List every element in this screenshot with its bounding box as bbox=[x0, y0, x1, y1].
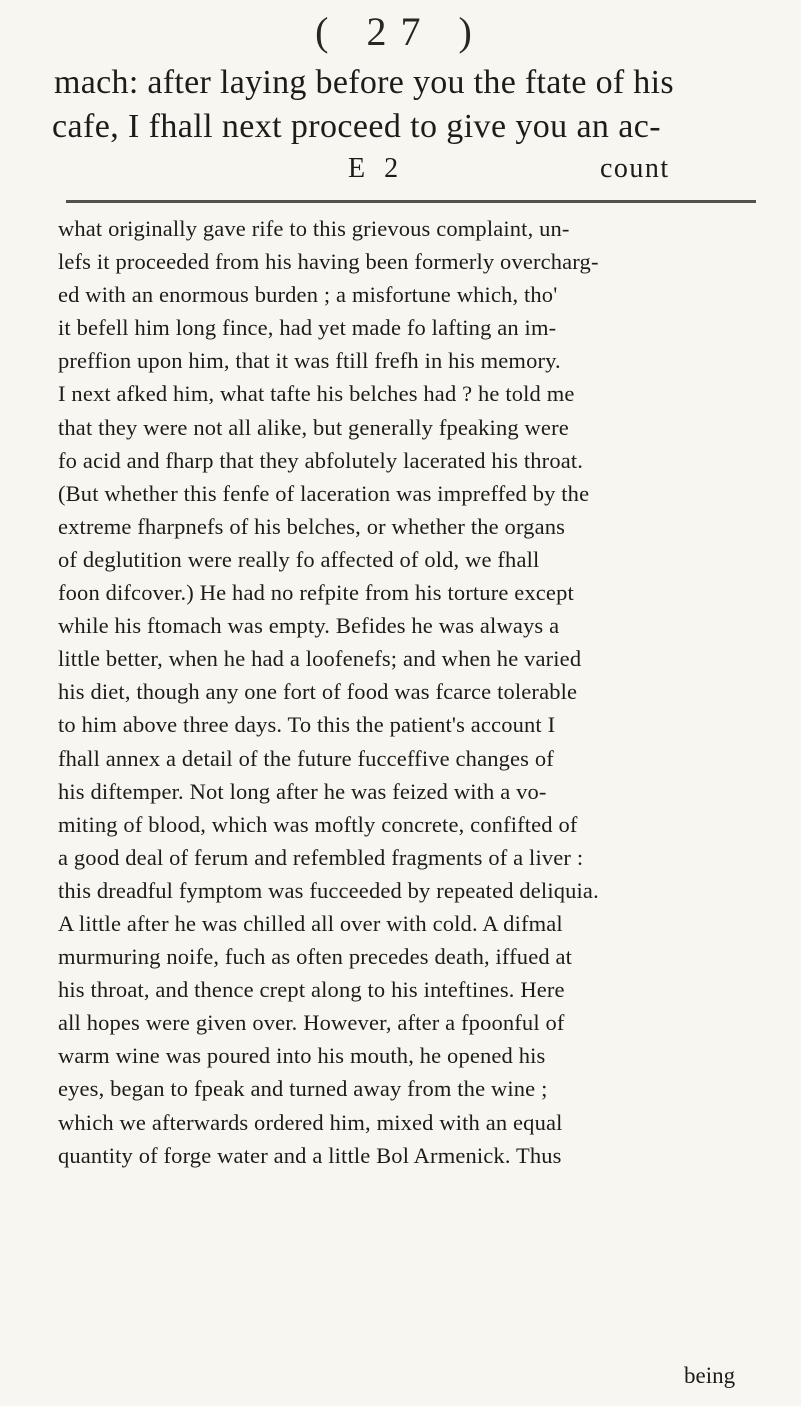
body-line: all hopes were given over. However, after a fpoonful of bbox=[58, 1010, 565, 1036]
page-number: ( 27 ) bbox=[315, 9, 486, 54]
body-line: a good deal of ferum and refembled fragments of a liver : bbox=[58, 844, 584, 870]
body-line: lefs it proceeded from his having been formerly overcharg- bbox=[58, 249, 599, 275]
body-line: it befell him long fince, had yet made fo lafting an im- bbox=[58, 315, 557, 341]
header-line-2: cafe, I fhall next proceed to give you an ac- bbox=[52, 108, 661, 145]
header-line-1: mach: after laying before you the ftate of his bbox=[54, 64, 674, 101]
body-line: foon difcover.) He had no refpite from his torture except bbox=[58, 580, 574, 606]
body-line: fo acid and fharp that they abfolutely lacerated his throat. bbox=[58, 447, 584, 473]
body-line: his diet, though any one fort of food was fcarce tolerable bbox=[58, 679, 578, 705]
body-line: that they were not all alike, but generally fpeaking were bbox=[58, 414, 569, 440]
body-line: fhall annex a detail of the future fucceffive changes of bbox=[58, 745, 554, 771]
body-line: quantity of forge water and a little Bol Armenick. Thus bbox=[58, 1142, 562, 1168]
body-line: (But whether this fenfe of laceration was impreffed by the bbox=[58, 480, 590, 506]
signature-row bbox=[0, 153, 801, 197]
body-line: murmuring noife, fuch as often precedes death, iffued at bbox=[58, 944, 573, 970]
body-line: extreme fharpnefs of his belches, or whether the organs bbox=[58, 513, 566, 539]
body-text bbox=[58, 212, 758, 1172]
body-line: preffion upon him, that it was ftill frefh in his memory. bbox=[58, 348, 561, 374]
body-line: A little after he was chilled all over with cold. A difmal bbox=[58, 910, 563, 936]
body-line: miting of blood, which was moftly concrete, confifted of bbox=[58, 811, 578, 837]
body-line: what originally gave rife to this grievous complaint, un- bbox=[58, 216, 570, 241]
body-line: this dreadful fymptom was fucceeded by repeated deliquia. bbox=[58, 877, 599, 903]
body-line: warm wine was poured into his mouth, he opened his bbox=[58, 1043, 546, 1069]
catchword-bottom: being bbox=[684, 1363, 736, 1388]
body-line: I next afked him, what tafte his belches had ? he told me bbox=[58, 381, 575, 407]
body-line: of deglutition were really fo affected of old, we fhall bbox=[58, 546, 540, 572]
body-line: to him above three days. To this the patient's account I bbox=[58, 712, 556, 738]
body-line: his diftemper. Not long after he was feized with a vo- bbox=[58, 778, 547, 804]
signature-mark: E 2 bbox=[348, 153, 405, 184]
body-line: ed with an enormous burden ; a misfortune which, tho' bbox=[58, 282, 558, 308]
body-line: which we afterwards ordered him, mixed with an equal bbox=[58, 1109, 563, 1135]
body-line: eyes, began to fpeak and turned away from the wine ; bbox=[58, 1076, 548, 1102]
section-rule bbox=[66, 200, 756, 203]
body-line: little better, when he had a loofenefs; and when he varied bbox=[58, 646, 582, 672]
body-line: while his ftomach was empty. Befides he was always a bbox=[58, 613, 560, 639]
catchword-top: count bbox=[600, 153, 670, 184]
body-line: his throat, and thence crept along to his inteftines. Here bbox=[58, 977, 565, 1003]
